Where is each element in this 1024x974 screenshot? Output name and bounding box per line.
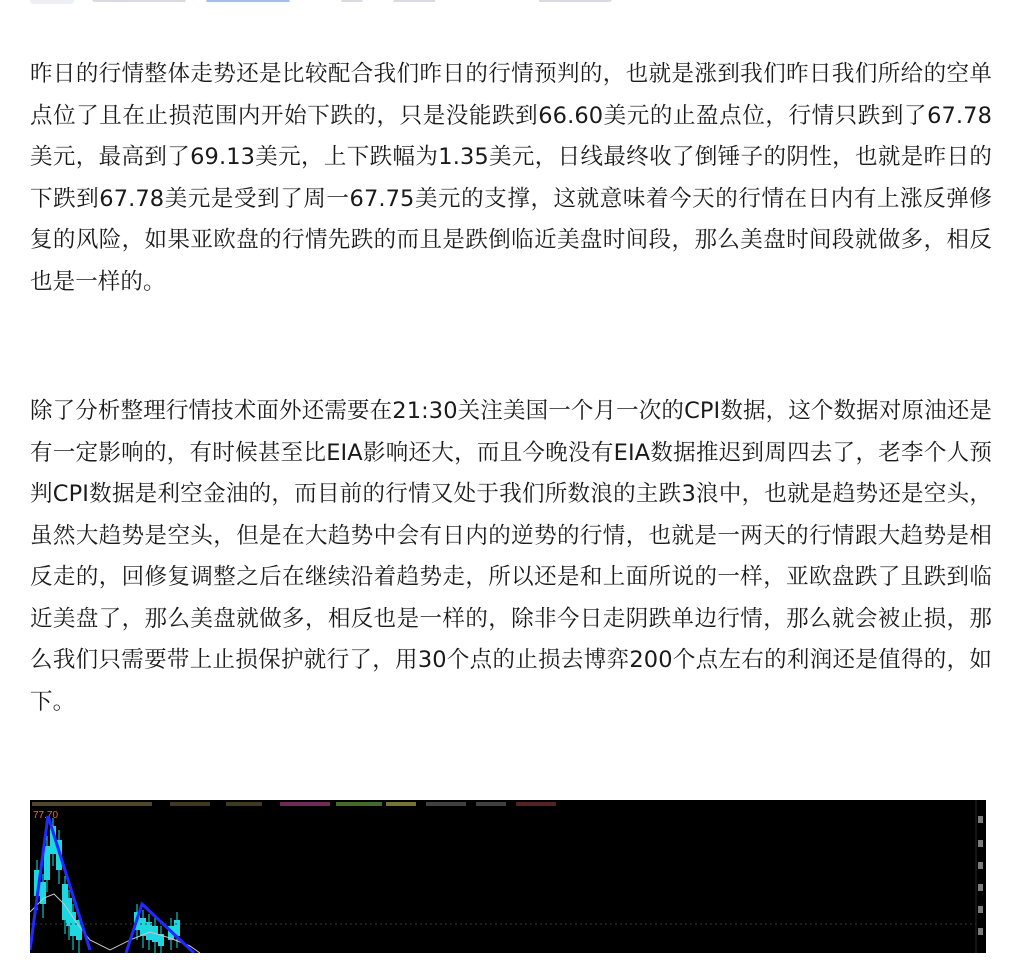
author-avatar[interactable]: [30, 0, 74, 4]
article-meta-line: [92, 0, 612, 2]
candles-group: [30, 816, 200, 953]
right-axis-stub: [976, 800, 983, 953]
candle: [146, 922, 152, 940]
header-meta-strip: [30, 0, 630, 4]
price-label: 77.70: [33, 810, 59, 821]
candlestick-chart: [30, 800, 986, 953]
candle: [140, 918, 146, 936]
price-chart-image: [30, 800, 986, 953]
candle: [44, 846, 50, 880]
article-paragraph: 除了分析整理行情技术面外还需要在21:30关注美国一个月一次的CPI数据，这个数据对原油还是有一定影响的，有时候甚至比EIA影响还大，而且今晚没有EIA数据推迟到周四去了，老李个人预判CPI数据是利空金油的，而目前的行情又处于我们所数浪的主跌3浪中，也就是趋势还是空头，虽然大趋势是空头，但是在大趋势中会有日内的逆势的行情，也就是一两天的行情跟大趋势是相反走的，回修复调整之后在继续沿着趋势走，所以还是和上面所说的一样，亚欧盘跌了且跌到临近美盘了，那么美盘就做多，相反也是一样的，除非今日走阴跌单边行情，那么就会被止损，那么我们只需要带上止损保护就行了，用30个点的止损去博弈200个点左右的利润还是值得的，如下。: [30, 398, 992, 715]
article-paragraph: 昨日的行情整体走势还是比较配合我们昨日的行情预判的，也就是涨到我们昨日我们所给的空单点位了且在止损范围内开始下跌的，只是没能跌到66.60美元的止盈点位，行情只跌到了67.78美元，最高到了69.13美元，上下跌幅为1.35美元，日线最终收了倒锤子的阴性，也就是昨日的下跌到67.78美元是受到了周一67.75美元的支撑，这就意味着今天的行情在日内有上涨反弹修复的风险，如果亚欧盘的行情先跌的而且是跌倒临近美盘时间段，那么美盘时间段就做多，相反也是一样的。: [30, 61, 992, 295]
chart-header-indicators: [32, 802, 556, 806]
article-body: [30, 54, 992, 723]
